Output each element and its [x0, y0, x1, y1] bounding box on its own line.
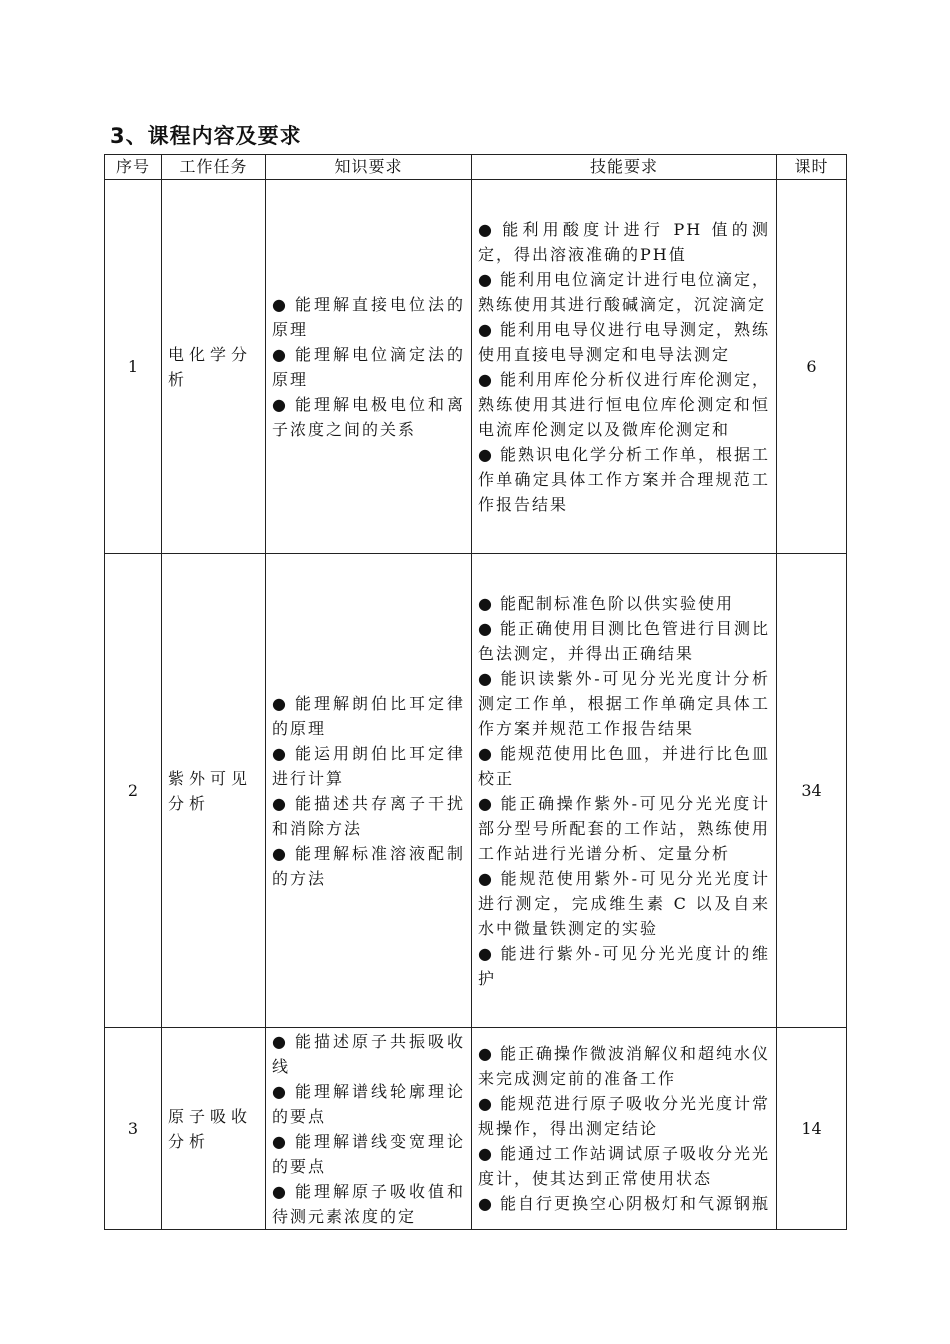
- skill-item: ● 能正确操作紫外-可见分光光度计部分型号所配套的工作站，熟练使用工作站进行光谱分析、定量分析: [478, 793, 770, 863]
- knowledge-item: ● 能理解电极电位和离子浓度之间的关系: [272, 394, 465, 439]
- skill-item: ● 能利用电导仪进行电导测定，熟练使用直接电导测定和电导法测定: [478, 319, 770, 364]
- bullet-icon: ●: [272, 294, 287, 314]
- bullet-icon: ●: [272, 693, 287, 713]
- bullet-icon: ●: [478, 943, 493, 963]
- skill-item: ● 能熟识电化学分析工作单，根据工作单确定具体工作方案并合理规范工作报告结果: [478, 444, 770, 514]
- row-task: 紫外可见分析: [162, 554, 266, 1028]
- bullet-icon: ●: [478, 1144, 492, 1163]
- knowledge-item: ● 能描述原子共振吸收线: [272, 1031, 465, 1076]
- row-number: 1: [105, 180, 162, 554]
- row-knowledge: [266, 180, 472, 554]
- knowledge-item: ● 能描述共存离子干扰和消除方法: [272, 793, 465, 838]
- knowledge-item: ● 能理解直接电位法的原理: [272, 294, 465, 339]
- bullet-icon: ●: [478, 593, 492, 613]
- skill-item: ● 能规范使用紫外-可见分光光度计进行测定，完成维生素 C 以及自来水中微量铁测定的实验: [478, 868, 770, 938]
- header-hours: 课时: [777, 155, 847, 180]
- row-number: 2: [105, 554, 162, 1028]
- table-header-row: [105, 155, 847, 180]
- bullet-icon: ●: [478, 269, 492, 289]
- skill-item: ● 能利用酸度计进行 PH 值的测定，得出溶液准确的PH值: [478, 219, 770, 264]
- bullet-icon: ●: [478, 1094, 492, 1113]
- skill-item: ● 能规范进行原子吸收分光光度计常规操作，得出测定结论: [478, 1094, 770, 1138]
- bullet-icon: ●: [478, 743, 492, 763]
- skill-item: ● 能规范使用比色皿，并进行比色皿校正: [478, 743, 770, 788]
- row-skills: [472, 554, 777, 1028]
- section-heading: 3、课程内容及要求: [110, 124, 302, 148]
- row-knowledge: [266, 1028, 472, 1230]
- bullet-icon: ●: [272, 394, 287, 414]
- bullet-icon: ●: [272, 1081, 287, 1101]
- skill-item: ● 能进行紫外-可见分光光度计的维护: [478, 943, 770, 988]
- bullet-icon: ●: [478, 668, 493, 688]
- knowledge-item: ● 能理解电位滴定法的原理: [272, 344, 465, 389]
- knowledge-item: ● 能理解谱线变宽理论的要点: [272, 1131, 465, 1176]
- header-skills: 技能要求: [472, 155, 777, 180]
- bullet-icon: ●: [478, 793, 493, 813]
- skill-item: ● 能识读紫外-可见分光光度计分析测定工作单，根据工作单确定具体工作方案并规范工作报告结果: [478, 668, 770, 738]
- row-number: 3: [105, 1028, 162, 1230]
- row-knowledge: [266, 554, 472, 1028]
- bullet-icon: ●: [478, 219, 495, 239]
- skill-item: ● 能自行更换空心阴极灯和气源钢瓶: [478, 1194, 770, 1213]
- bullet-icon: ●: [478, 1044, 492, 1063]
- skill-item: ● 能利用库伦分析仪进行库伦测定，熟练使用其进行恒电位库伦测定和恒电流库伦测定以及微库伦测定和: [478, 369, 770, 439]
- bullet-icon: ●: [272, 344, 287, 364]
- bullet-icon: ●: [478, 369, 492, 389]
- bullet-icon: ●: [272, 1031, 287, 1051]
- row-hours: 6: [777, 180, 847, 554]
- knowledge-item: ● 能理解原子吸收值和待测元素浓度的定: [272, 1181, 465, 1226]
- bullet-icon: ●: [478, 444, 492, 464]
- row-skills: [472, 1028, 777, 1230]
- bullet-icon: ●: [478, 1194, 492, 1213]
- bullet-icon: ●: [272, 793, 287, 813]
- row-task: 原子吸收分析: [162, 1028, 266, 1230]
- course-content-table: [104, 154, 847, 1230]
- row-skills: [472, 180, 777, 554]
- skill-item: ● 能利用电位滴定计进行电位滴定，熟练使用其进行酸碱滴定，沉淀滴定: [478, 269, 770, 314]
- skill-item: ● 能正确使用目测比色管进行目测比色法测定，并得出正确结果: [478, 618, 770, 663]
- skill-item: ● 能配制标准色阶以供实验使用: [478, 593, 734, 613]
- row-hours: 14: [777, 1028, 847, 1230]
- bullet-icon: ●: [478, 618, 492, 638]
- table-row: [105, 1028, 847, 1230]
- skill-item: ● 能通过工作站调试原子吸收分光光度计，使其达到正常使用状态: [478, 1144, 770, 1188]
- knowledge-item: ● 能理解朗伯比耳定律的原理: [272, 693, 465, 738]
- row-hours: 34: [777, 554, 847, 1028]
- header-number: 序号: [105, 155, 162, 180]
- bullet-icon: ●: [478, 319, 492, 339]
- knowledge-item: ● 能理解谱线轮廓理论的要点: [272, 1081, 465, 1126]
- bullet-icon: ●: [272, 1131, 287, 1151]
- knowledge-item: ● 能运用朗伯比耳定律进行计算: [272, 743, 465, 788]
- skill-item: ● 能正确操作微波消解仪和超纯水仪来完成测定前的准备工作: [478, 1044, 770, 1088]
- bullet-icon: ●: [272, 1181, 287, 1201]
- row-task: 电化学分析: [162, 180, 266, 554]
- table-row: [105, 180, 847, 554]
- bullet-icon: ●: [272, 743, 287, 763]
- header-knowledge: 知识要求: [266, 155, 472, 180]
- bullet-icon: ●: [272, 843, 287, 863]
- bullet-icon: ●: [478, 868, 493, 888]
- header-task: 工作任务: [162, 155, 266, 180]
- knowledge-item: ● 能理解标准溶液配制的方法: [272, 843, 465, 888]
- table-row: [105, 554, 847, 1028]
